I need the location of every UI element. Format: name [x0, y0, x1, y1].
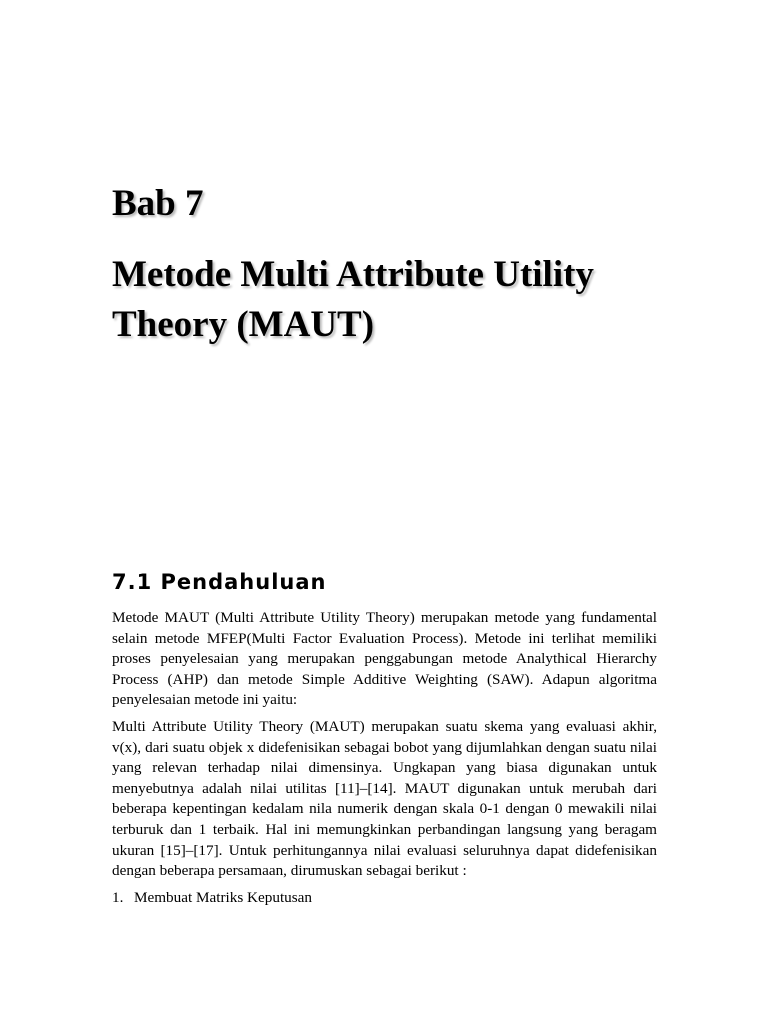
- paragraph-intro: Metode MAUT (Multi Attribute Utility Theory) merupakan metode yang fundamental selain metode MFEP(Multi Factor Evaluation Process). Metode ini terlihat memiliki proses penyelesaian yang merupakan penggabungan metode Analythical Hierarchy Process (AHP) dan metode Simple Additive Weighting (SAW). Adapun algoritma penyelesaian metode ini yaitu:: [112, 609, 657, 709]
- list-item-number: 1.: [112, 888, 124, 906]
- section-heading: 7.1 Pendahuluan: [112, 570, 327, 594]
- paragraph-maut-definition: Multi Attribute Utility Theory (MAUT) merupakan suatu skema yang evaluasi akhir, v(x), dari suatu objek x didefenisikan sebagai bobot yang dijumlahkan dengan suatu nilai yang relevan terhadap nilai dimensinya. Ungkapan yang biasa digunakan untuk menyebutnya adalah nilai utilitas [11]–[14]. MAUT digunakan untuk merubah dari beberapa kepentingan kedalam nila numerik dengan skala 0-1 dengan 0 mewakili nilai terburuk dan 1 terbaik. Hal ini memungkinkan perbandingan langsung yang beragam ukuran [15]–[17]. Untuk perhitungannya nilai evaluasi seluruhnya dapat didefenisikan dengan beberapa persamaan, dirumuskan sebagai berikut :: [112, 717, 657, 880]
- section-body: [112, 608, 657, 908]
- chapter-title: Metode Multi Attribute Utility Theory (MAUT): [112, 254, 594, 345]
- chapter-label: Bab 7: [112, 183, 204, 224]
- list-item: [112, 888, 657, 909]
- list-item-text: Membuat Matriks Keputusan: [134, 888, 313, 906]
